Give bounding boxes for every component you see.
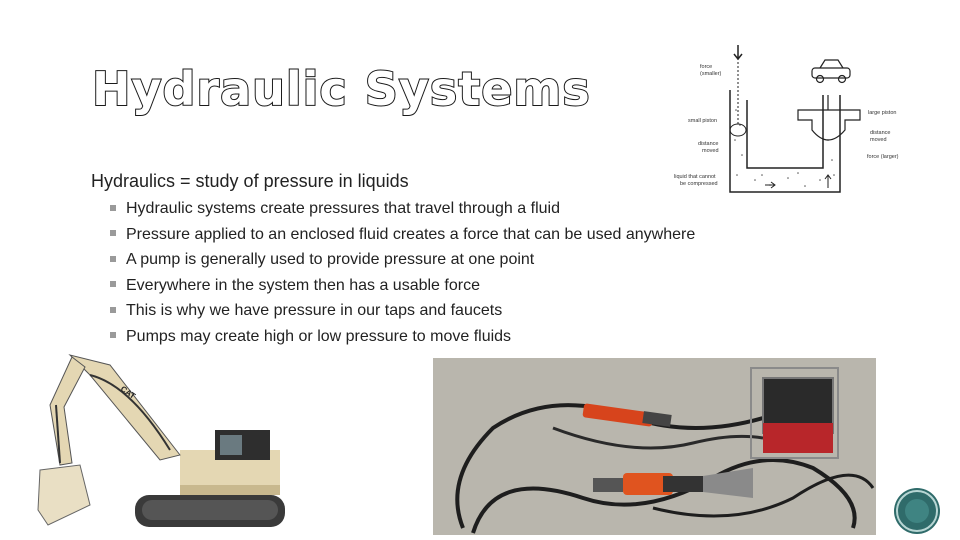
- bullet-marker-icon: [110, 256, 116, 262]
- bullet-item: Pressure applied to an enclosed fluid creates a force that can be used anywhere: [110, 222, 695, 248]
- label-small-piston: small piston: [688, 118, 718, 124]
- hydraulic-tools-photo: [433, 358, 876, 535]
- label-force-smaller: force: [700, 64, 713, 70]
- label-large-piston: large piston: [868, 110, 897, 116]
- bullet-item: A pump is generally used to provide pressure at one point: [110, 247, 695, 273]
- svg-text:moved: moved: [870, 137, 887, 143]
- bullet-marker-icon: [110, 332, 116, 338]
- slide-title: Hydraulic Systems: [92, 62, 591, 116]
- label-distance-moved-right: distance: [870, 130, 891, 136]
- svg-text:be compressed: be compressed: [680, 181, 718, 187]
- bullet-list: [110, 196, 695, 349]
- bullet-marker-icon: [110, 307, 116, 313]
- bullet-item: Everywhere in the system then has a usable force: [110, 273, 695, 299]
- bullet-item: Hydraulic systems create pressures that travel through a fluid: [110, 196, 695, 222]
- bullet-item: Pumps may create high or low pressure to move fluids: [110, 324, 695, 350]
- bullet-marker-icon: [110, 230, 116, 236]
- svg-text:CAT: CAT: [118, 384, 138, 401]
- slide-number-badge: [896, 490, 938, 532]
- bullet-item: This is why we have pressure in our taps and faucets: [110, 298, 695, 324]
- label-liquid: liquid that cannot: [674, 174, 716, 180]
- bullet-marker-icon: [110, 205, 116, 211]
- label-force-larger: force (larger): [867, 154, 899, 160]
- lead-text: Hydraulics = study of pressure in liquids: [91, 171, 409, 191]
- svg-text:moved: moved: [702, 148, 719, 154]
- label-distance-moved-left: distance: [698, 141, 719, 147]
- car-icon: [812, 60, 850, 83]
- bullet-marker-icon: [110, 281, 116, 287]
- pump-unit: [751, 368, 838, 458]
- svg-text:(smaller): (smaller): [700, 71, 722, 77]
- hydraulic-press-diagram: [670, 40, 915, 200]
- excavator-image: [30, 345, 288, 535]
